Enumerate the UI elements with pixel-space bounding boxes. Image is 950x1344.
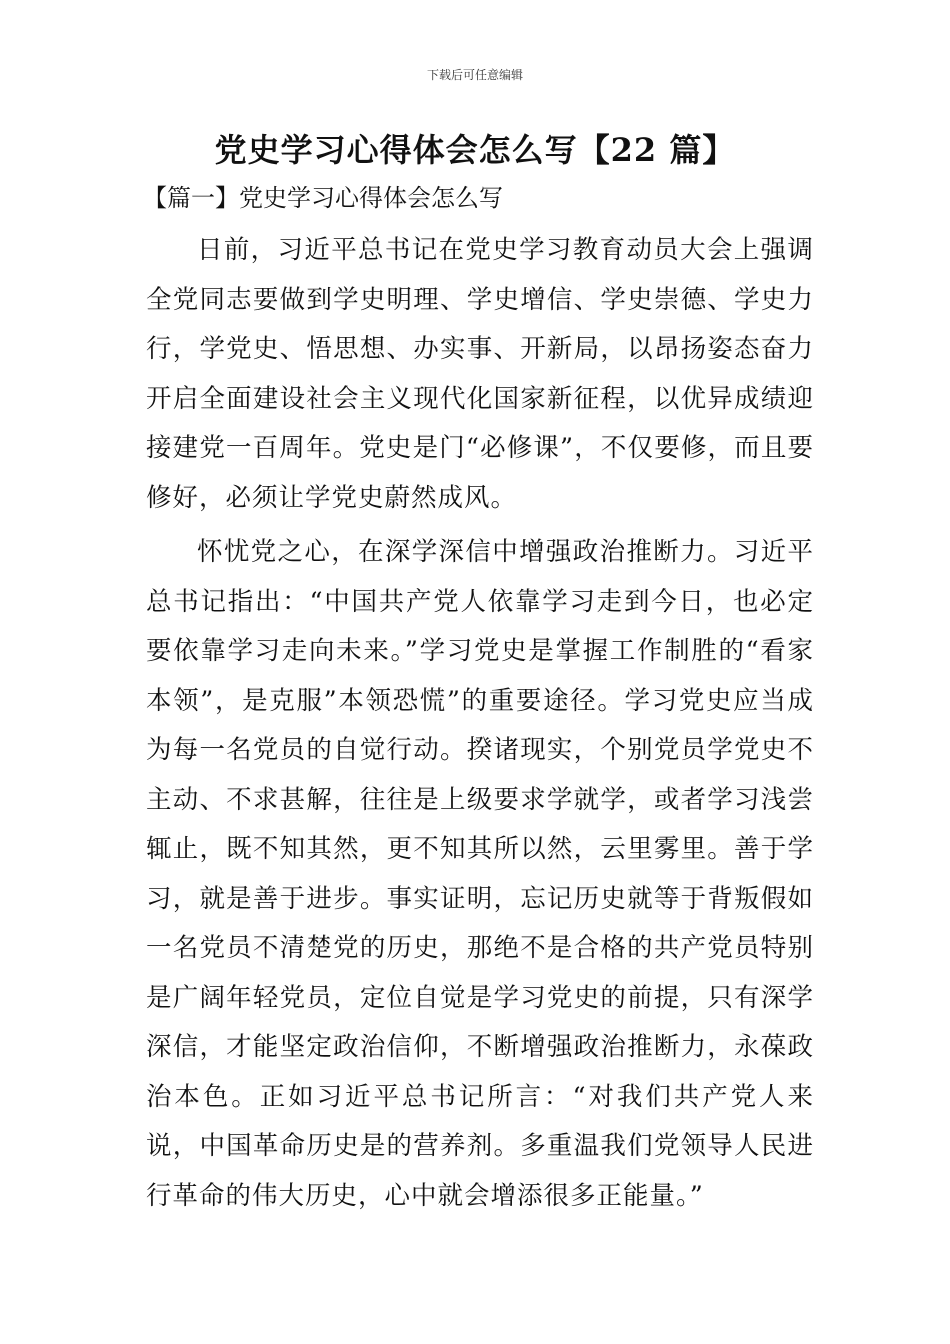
paragraph-2-block <box>146 528 814 1221</box>
paragraph: 日前，习近平总书记在党史学习教育动员大会上强调全党同志要做到学史明理、学史增信、学史崇德、学史力行，学党史、悟思想、办实事、开新局，以昂扬姿态奋力开启全面建设社会主义现代化国家新征程，以优异成绩迎接建党一百周年。党史是门“必修课”，不仅要修，而且要修好，必须让学党史蔚然成风。 <box>146 235 814 513</box>
section-heading: 【篇一】党史学习心得体会怎么写 <box>143 184 503 212</box>
document-title: 党史学习心得体会怎么写【22 篇】 <box>214 131 736 169</box>
paragraph-1-block <box>146 226 814 523</box>
header-note: 下载后可任意编辑 <box>426 68 523 82</box>
paragraph: 怀忧党之心，在深学深信中增强政治推断力。习近平总书记指出：“中国共产党人依靠学习走到今日，也必定要依靠学习走向未来。”学习党史是掌握工作制胜的“看家本领”，是克服”本领恐慌”的重要途径。学习党史应当成为每一名党员的自觉行动。揆诸现实，个别党员学党史不主动、不求甚解，往往是上级要求学就学，或者学习浅尝辄止，既不知其然，更不知其所以然，云里雾里。善于学习，就是善于进步。事实证明，忘记历史就等于背叛假如一名党员不清楚党的历史，那绝不是合格的共产党员特别是广阔年轻党员，定位自觉是学习党史的前提，只有深学深信，才能坚定政治信仰，不断增强政治推断力，永葆政治本色。正如习近平总书记所言：“对我们共产党人来说，中国革命历史是的营养剂。多重温我们党领导人民进行革命的伟大历史，心中就会增添很多正能量。” <box>146 537 814 1211</box>
